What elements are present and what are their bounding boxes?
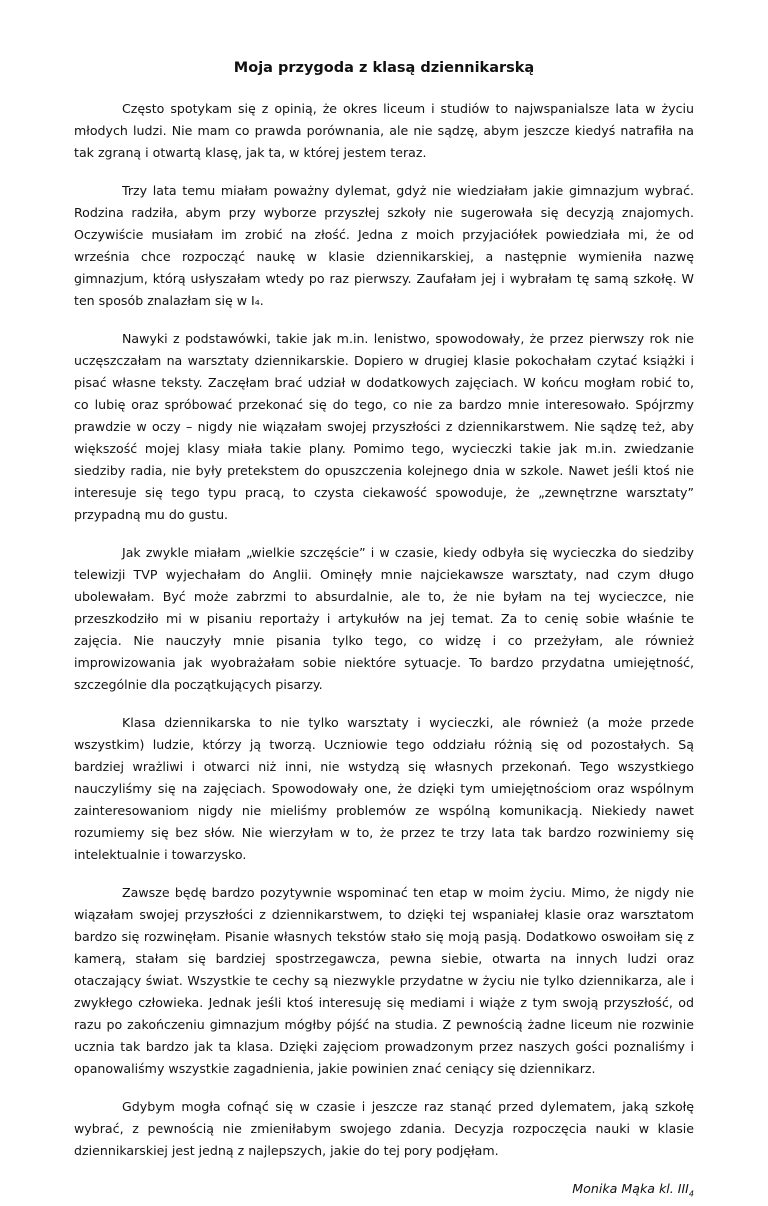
paragraph: Zawsze będę bardzo pozytywnie wspominać ten etap w moim życiu. Mimo, że nigdy nie wiązałam swojej przyszłości z dziennikarstwem, to dzięki tej wspaniałej klasie oraz warsztatom bardzo się rozwinęłam. Pisanie własnych tekstów stało się moją pasją. Dodatkowo oswoiłam się z kamerą, stałam się bardziej spostrzegawcza, pewna siebie, otwarta na innych ludzi oraz otaczający świat. Wszystkie te cechy są niezwykle przydatne w życiu nie tylko dziennikarza, ale i zwykłego człowieka. Jednak jeśli ktoś interesuję się mediami i wiąże z tym swoją przyszłość, od razu po zakończeniu gimnazjum mógłby pójść na studia. Z pewnością żadne liceum nie rozwinie ucznia tak bardzo jak ta klasa. Dzięki zajęciom prowadzonym przez naszych gości poznaliśmy i opanowaliśmy wszystkie zagadnienia, jakie powinien znać ceniący się dziennikarz. — [74, 885, 694, 1076]
author-name: Monika Mąka kl. III — [572, 1181, 689, 1196]
author-signature — [74, 1178, 694, 1206]
class-number: 4 — [688, 1189, 694, 1199]
paragraph: Gdybym mogła cofnąć się w czasie i jeszcze raz stanąć przed dylematem, jaką szkołę wybrać, z pewnością nie zmieniłabym swojego zdania. Decyzja rozpoczęcia nauki w klasie dziennikarskiej jest jedną z najlepszych, jakie do tej pory podjęłam. — [74, 1099, 694, 1158]
document-title: Moja przygoda z klasą dziennikarską — [233, 60, 535, 76]
paragraph: Klasa dziennikarska to nie tylko warsztaty i wycieczki, ale również (a może przede wszystkim) ludzie, którzy ją tworzą. Uczniowie tego oddziału różnią się od pozostałych. Są bardziej wrażliwi i otwarci niż inni, nie wstydzą się własnych przekonań. Tego wszystkiego nauczyliśmy się na zajęciach. Spowodowały one, że dzięki tym umiejętnościom oraz wspólnym zainteresowaniom nigdy nie mieliśmy problemów ze wspólną komunikacją. Niekiedy nawet rozumiemy się bez słów. Nie wierzyłam w to, że przez te trzy lata tak bardzo rozwiniemy się intelektualnie i towarzysko. — [74, 715, 694, 862]
paragraph: Jak zwykle miałam „wielkie szczęście” i w czasie, kiedy odbyła się wycieczka do siedziby telewizji TVP wyjechałam do Anglii. Ominęły mnie najciekawsze warsztaty, nad czym długo ubolewałam. Być może zabrzmi to absurdalnie, ale to, że nie byłam na tej wycieczce, nie przeszkodziło mi w pisaniu reportaży i artykułów na jej temat. Za to cenię sobie właśnie te zajęcia. Nie nauczyły mnie pisania tylko tego, co widzę i co przeżyłam, ale również improwizowania jak wyobrażałam sobie niektóre sytuacje. To bardzo przydatna umiejętność, szczególnie dla początkujących pisarzy. — [74, 545, 694, 692]
paragraph: Trzy lata temu miałam poważny dylemat, gdyż nie wiedziałam jakie gimnazjum wybrać. Rodzina radziła, abym przy wyborze przyszłej szkoły nie sugerowała się decyzją znajomych. Oczywiście musiałam im zrobić na złość. Jedna z moich przyjaciółek powiedziała mi, że od września chce rozpocząć naukę w klasie dziennikarskiej, a następnie wymieniła nazwę gimnazjum, którą usłyszałam wtedy po raz pierwszy. Zaufałam jej i wybrałam tę samą szkołę. W ten sposób znalazłam się w I₄. — [74, 183, 694, 308]
paragraph: Nawyki z podstawówki, takie jak m.in. lenistwo, spowodowały, że przez pierwszy rok nie uczęszczałam na warsztaty dziennikarskie. Dopiero w drugiej klasie pokochałam czytać książki i pisać własne teksty. Zaczęłam brać udział w dodatkowych zajęciach. W końcu mogłam robić to, co lubię oraz spróbować przekonać się do tego, co nie za bardzo mnie interesowało. Spójrzmy prawdzie w oczy – nigdy nie wiązałam swojej przyszłości z dziennikarstwem. Nie sądzę też, aby większość mojej klasy miała takie plany. Pomimo tego, wycieczki takie jak m.in. zwiedzanie siedziby radia, nie były pretekstem do opuszczenia kolejnego dnia w szkole. Nawet jeśli ktoś nie interesuje się tego typu pracą, to czysta ciekawość spowoduje, że „zewnętrzne warsztaty” przypadną mu do gustu. — [74, 331, 694, 522]
paragraph: Często spotykam się z opinią, że okres liceum i studiów to najwspanialsze lata w życiu młodych ludzi. Nie mam co prawda porównania, ale nie sądzę, abym jeszcze kiedyś natrafiła na tak zgraną i otwartą klasę, jak ta, w której jestem teraz. — [74, 101, 694, 160]
